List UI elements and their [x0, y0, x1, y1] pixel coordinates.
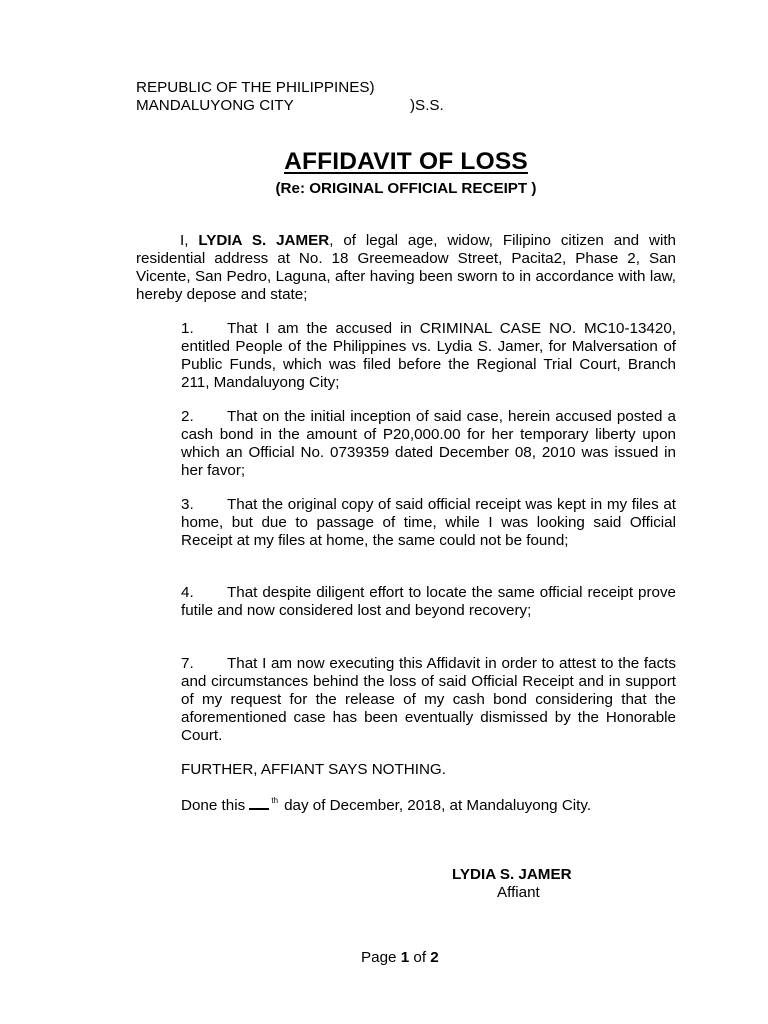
ordinal-suffix: th [271, 796, 279, 805]
intro-text: , of legal age, widow, Filipino citizen and with residential address at No. 18 Greemeadow Street, Pacita2, Phase 2, San Vicente, San Pedro, Laguna, after having been sworn to in accordance with law, hereby depose and state; [136, 232, 676, 303]
page-current: 1 [400, 949, 410, 966]
venue-republic: REPUBLIC OF THE PHILIPPINES) [136, 79, 375, 96]
numbered-paragraph [181, 584, 676, 620]
document-title: AFFIDAVIT OF LOSS [284, 148, 528, 175]
further-statement: FURTHER, AFFIANT SAYS NOTHING. [181, 761, 446, 778]
paragraph-text: That despite diligent effort to locate the same official receipt prove futile and now considered lost and beyond recovery; [181, 584, 676, 619]
signature-role: Affiant [497, 884, 540, 901]
done-prefix: Done this [181, 797, 250, 814]
intro-prefix: I, [180, 232, 199, 249]
signature-name: LYDIA S. JAMER [452, 866, 572, 883]
numbered-paragraph [181, 655, 676, 745]
numbered-paragraph [181, 408, 676, 480]
paragraph-number: 1. [181, 320, 194, 337]
numbered-paragraph [181, 496, 676, 550]
page-mid: of [409, 949, 431, 966]
done-suffix: day of December, 2018, at Mandaluyong City. [284, 797, 592, 814]
page-number [361, 949, 439, 966]
paragraph-number: 4. [181, 584, 194, 601]
paragraph-number: 2. [181, 408, 194, 425]
paragraph-text: That the original copy of said official receipt was kept in my files at home, but due to passage of time, while I was looking said Official Receipt at my files at home, the same could not be found; [181, 496, 676, 549]
page-total: 2 [430, 949, 439, 966]
venue-city: MANDALUYONG CITY [136, 97, 294, 114]
paragraph-number: 3. [181, 496, 194, 513]
paragraph-text: That I am the accused in CRIMINAL CASE NO. MC10-13420, entitled People of the Philippines vs. Lydia S. Jamer, for Malversation of Public Funds, which was filed before the Regional Trial Court, Branch 211, Mandaluyong City; [181, 320, 676, 391]
paragraph-number: 7. [181, 655, 194, 672]
document-subtitle: (Re: ORIGINAL OFFICIAL RECEIPT ) [275, 180, 537, 197]
date-blank-line [249, 796, 269, 810]
venue-ss: )S.S. [410, 97, 444, 114]
affiant-name-inline: LYDIA S. JAMER [198, 232, 330, 249]
paragraph-text: That on the initial inception of said case, herein accused posted a cash bond in the amount of P20,000.00 for her temporary liberty upon which an Official No. 0739359 dated December 08, 2010 was issued in her favor; [181, 408, 676, 479]
done-statement [181, 796, 591, 814]
page-prefix: Page [361, 949, 401, 966]
numbered-paragraph [181, 320, 676, 392]
venue-block [136, 79, 444, 115]
paragraph-text: That I am now executing this Affidavit in order to attest to the facts and circumstances behind the loss of said Official Receipt and in support of my request for the release of my cash bond considering that the aforementioned case has been eventually dismissed by the Honorable Court. [181, 655, 676, 744]
intro-paragraph [136, 232, 676, 304]
